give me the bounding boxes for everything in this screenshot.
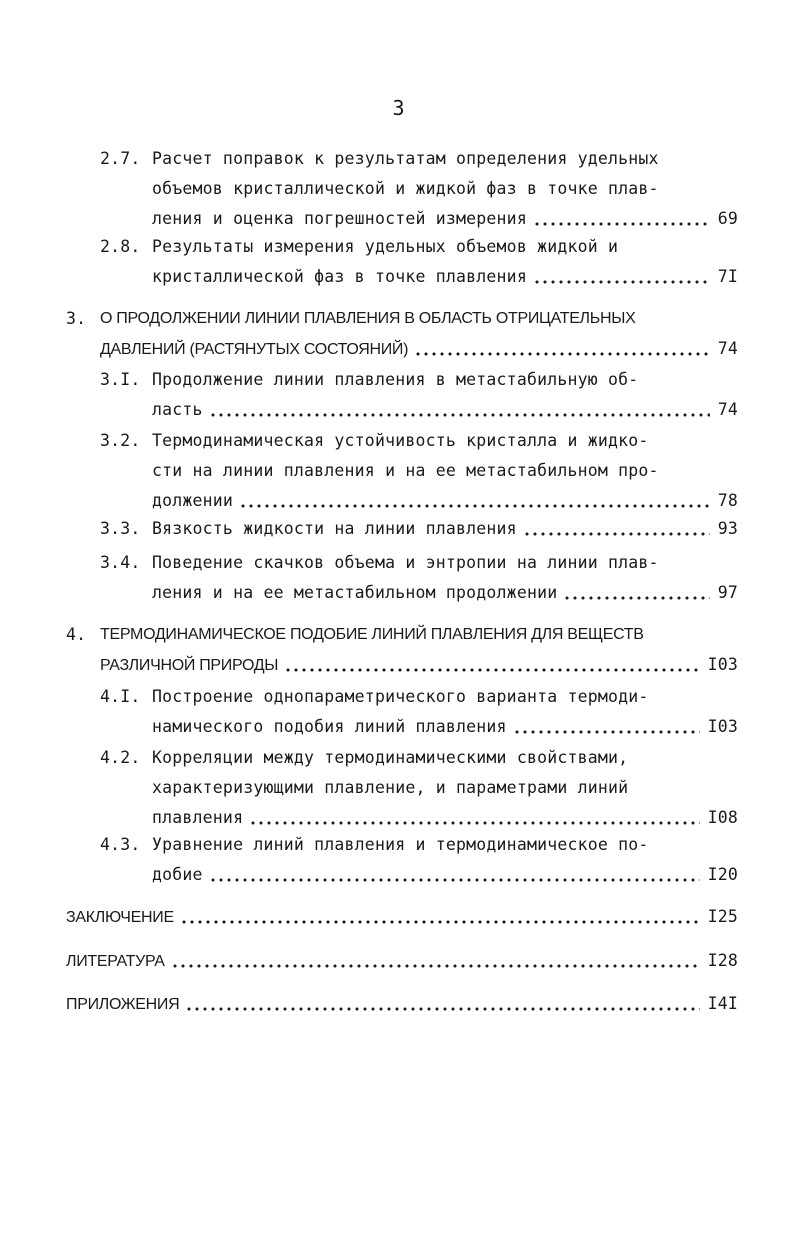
page-number: 3 xyxy=(392,96,405,120)
entry-line: ПРИЛОЖЕНИЯ xyxy=(66,996,180,1013)
section-number: 4.I. xyxy=(100,687,141,706)
leader-dots xyxy=(239,504,710,508)
leader-dots xyxy=(513,730,700,734)
entry-line: ления и оценка погрешностей измерения xyxy=(152,209,527,228)
entry-line: сти на линии плавления и на ее метастабильном про- xyxy=(152,461,659,480)
section-number: 3. xyxy=(66,309,87,328)
leader-dots xyxy=(209,413,710,417)
entry-line: ласть xyxy=(152,400,203,419)
leader-dots xyxy=(249,821,699,825)
page-ref: 74 xyxy=(717,339,738,358)
leader-dots xyxy=(171,964,700,968)
entry-line: Построение однопараметрического варианта термоди- xyxy=(152,687,649,706)
section-number: 3.4. xyxy=(100,553,141,572)
entry-line: Расчет поправок к результатам определения удельных xyxy=(152,149,659,168)
section-number: 3.2. xyxy=(100,431,141,450)
section-number: 2.8. xyxy=(100,237,141,256)
entry-line: ЛИТЕРАТУРА xyxy=(66,953,165,970)
entry-line: должении xyxy=(152,491,234,510)
page-ref: 74 xyxy=(717,400,738,419)
page-ref: I4I xyxy=(707,994,738,1013)
page-ref: I28 xyxy=(707,951,738,970)
leader-dots xyxy=(185,1007,699,1011)
leader-dots xyxy=(533,222,710,226)
entry-line: ТЕРМОДИНАМИЧЕСКОЕ ПОДОБИЕ ЛИНИЙ ПЛАВЛЕНИЯ ДЛЯ ВЕЩЕСТВ xyxy=(100,626,644,643)
entry-line: Вязкость жидкости на линии плавления xyxy=(152,519,517,538)
entry-line: ЗАКЛЮЧЕНИЕ xyxy=(66,909,174,926)
section-number: 3.I. xyxy=(100,370,141,389)
entry-line: плавления xyxy=(152,808,244,827)
section-number: 2.7. xyxy=(100,149,141,168)
entry-line: объемов кристаллической и жидкой фаз в точке плав- xyxy=(152,179,659,198)
page-ref: I08 xyxy=(707,808,738,827)
page-ref: I20 xyxy=(707,865,738,884)
entry-line: ления и на ее метастабильном продолжении xyxy=(152,583,558,602)
entry-line: Термодинамическая устойчивость кристалла и жидко- xyxy=(152,431,649,450)
entry-line: Поведение скачков объема и энтропии на линии плав- xyxy=(152,553,659,572)
leader-dots xyxy=(180,920,700,924)
entry-line: РАЗЛИЧНОЙ ПРИРОДЫ xyxy=(100,657,279,674)
entry-line: О ПРОДОЛЖЕНИИ ЛИНИИ ПЛАВЛЕНИЯ В ОБЛАСТЬ ОТРИЦАТЕЛЬНЫХ xyxy=(100,310,636,327)
page-ref: I03 xyxy=(707,717,738,736)
leader-dots xyxy=(563,596,709,600)
leader-dots xyxy=(284,668,699,672)
page-ref: 78 xyxy=(717,491,738,510)
page-ref: I25 xyxy=(707,907,738,926)
leader-dots xyxy=(209,878,700,882)
section-number: 4. xyxy=(66,625,87,644)
entry-line: Продолжение линии плавления в метастабильную об- xyxy=(152,370,639,389)
page-ref: 97 xyxy=(717,583,738,602)
entry-line: кристаллической фаз в точке плавления xyxy=(152,267,527,286)
entry-line: Уравнение линий плавления и термодинамическое по- xyxy=(152,835,649,854)
entry-line: намического подобия линий плавления xyxy=(152,717,507,736)
entry-line: Результаты измерения удельных объемов жидкой и xyxy=(152,237,619,256)
leader-dots xyxy=(523,532,710,536)
entry-line: добие xyxy=(152,865,203,884)
leader-dots xyxy=(533,280,710,284)
section-number: 4.2. xyxy=(100,748,141,767)
entry-line: ДАВЛЕНИЙ (РАСТЯНУТЫХ СОСТОЯНИЙ) xyxy=(100,341,409,358)
leader-dots xyxy=(414,352,710,356)
entry-line: характеризующими плавление, и параметрами линий xyxy=(152,778,629,797)
page-ref: 7I xyxy=(717,267,738,286)
page-ref: I03 xyxy=(707,655,738,674)
page-ref: 69 xyxy=(717,209,738,228)
page-ref: 93 xyxy=(717,519,738,538)
section-number: 4.3. xyxy=(100,835,141,854)
section-number: 3.3. xyxy=(100,519,141,538)
entry-line: Корреляции между термодинамическими свойствами, xyxy=(152,748,629,767)
